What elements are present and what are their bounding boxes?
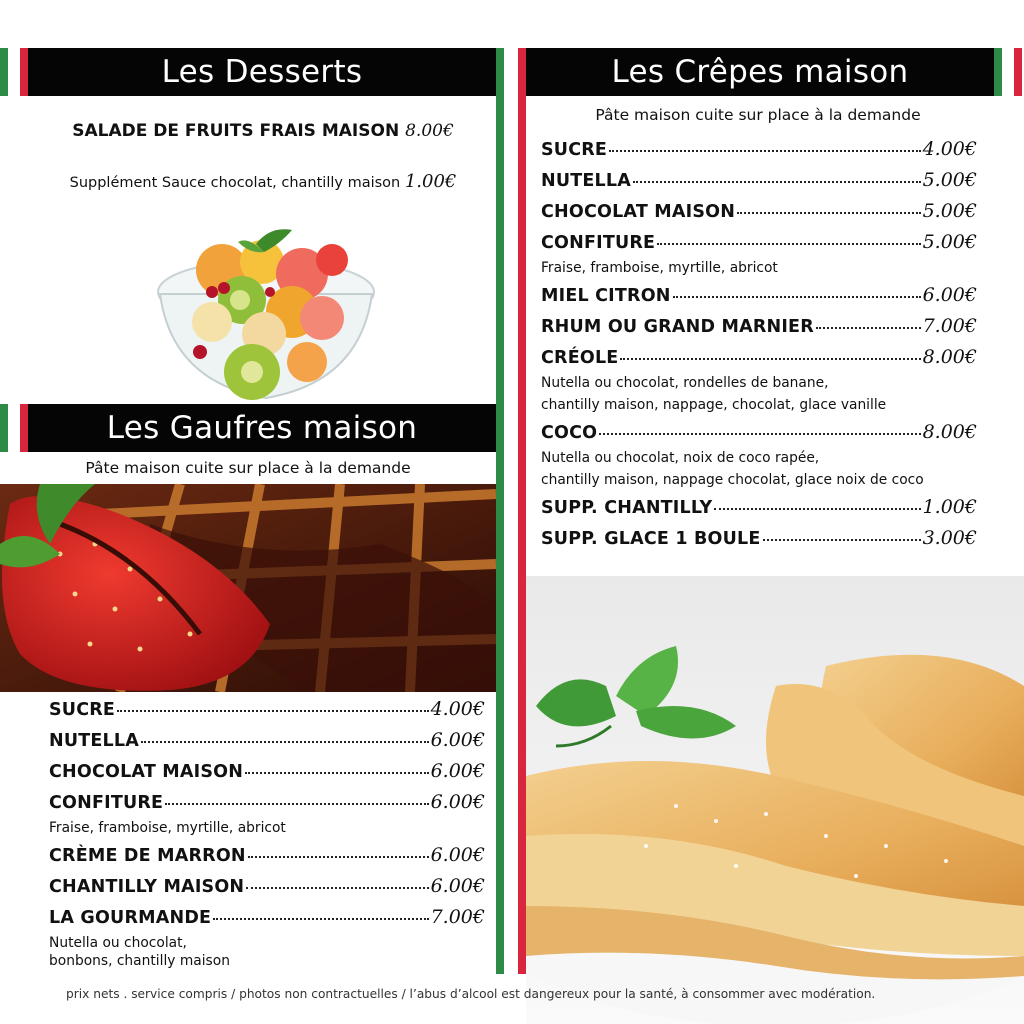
item-price: 3.00€ (922, 527, 977, 549)
flag-stripe-red (1014, 48, 1022, 96)
item-name: CHOCOLAT MAISON (49, 762, 244, 782)
leader-dots (213, 918, 428, 920)
dessert-name: SALADE DE FRUITS FRAIS MAISON (72, 121, 400, 141)
divider-green (496, 48, 504, 974)
supplement-price: 1.00€ (404, 171, 457, 192)
item-price: 7.00€ (430, 906, 485, 928)
leader-dots (609, 150, 921, 152)
item-name: RHUM OU GRAND MARNIER (541, 317, 814, 337)
list-item (541, 169, 977, 200)
leader-dots (714, 508, 920, 510)
list-item (541, 421, 977, 492)
dessert-supplement (30, 171, 496, 192)
list-item (541, 527, 977, 558)
gaufres-list (49, 698, 485, 977)
item-name: SUPP. CHANTILLY (541, 498, 713, 518)
gaufres-title: Les Gaufres maison (28, 404, 496, 452)
dessert-price: 8.00€ (405, 121, 454, 141)
leader-dots (141, 741, 429, 743)
item-name: SUPP. GLACE 1 BOULE (541, 529, 761, 549)
item-price: 1.00€ (922, 496, 977, 518)
item-price: 6.00€ (430, 791, 485, 813)
footer-note: prix nets . service compris / photos non contractuelles / l’abus d’alcool est dangereux pour la santé, à consommer avec modération. (66, 987, 876, 1001)
leader-dots (246, 887, 428, 889)
crepes-title: Les Crêpes maison (526, 48, 994, 96)
item-description: Fraise, framboise, myrtille, abricot (541, 260, 778, 276)
list-item (49, 760, 485, 791)
dessert-fruit-salad (30, 121, 496, 141)
list-item (541, 346, 977, 417)
gaufres-subtitle: Pâte maison cuite sur place à la demande (85, 459, 411, 477)
supplement-label: Supplément Sauce chocolat, chantilly maison (69, 175, 401, 191)
leader-dots (117, 710, 429, 712)
crepe-image (526, 576, 1024, 1024)
item-price: 4.00€ (922, 138, 977, 160)
list-item (49, 906, 485, 973)
crepes-list (541, 138, 977, 558)
item-name: CHOCOLAT MAISON (541, 202, 736, 222)
list-item (541, 315, 977, 346)
item-name: NUTELLA (49, 731, 139, 751)
item-price: 6.00€ (922, 284, 977, 306)
item-price: 5.00€ (922, 200, 977, 222)
item-price: 6.00€ (430, 875, 485, 897)
list-item (49, 729, 485, 760)
item-price: 4.00€ (430, 698, 485, 720)
item-price: 8.00€ (922, 346, 977, 368)
list-item (49, 875, 485, 906)
flag-stripe-green (994, 48, 1002, 96)
item-name: CONFITURE (541, 233, 656, 253)
list-item (49, 791, 485, 840)
item-description: Nutella ou chocolat, noix de coco rapée, (541, 450, 820, 466)
list-item (541, 496, 977, 527)
item-name: CHANTILLY MAISON (49, 877, 245, 897)
list-item (541, 138, 977, 169)
leader-dots (165, 803, 428, 805)
list-item (49, 698, 485, 729)
leader-dots (620, 358, 920, 360)
desserts-title: Les Desserts (28, 48, 496, 96)
item-price: 5.00€ (922, 231, 977, 253)
item-name: CRÉOLE (541, 348, 619, 368)
item-price: 5.00€ (922, 169, 977, 191)
item-name: COCO (541, 423, 598, 443)
flag-stripe-red (20, 404, 28, 452)
list-item (541, 284, 977, 315)
item-price: 6.00€ (430, 844, 485, 866)
item-description: Nutella ou chocolat, (49, 935, 187, 951)
item-name: SUCRE (541, 140, 608, 160)
item-price: 7.00€ (922, 315, 977, 337)
item-description: Fraise, framboise, myrtille, abricot (49, 820, 286, 836)
leader-dots (657, 243, 920, 245)
leader-dots (245, 772, 429, 774)
leader-dots (737, 212, 921, 214)
fruit-salad-image (152, 222, 380, 412)
item-description: chantilly maison, nappage chocolat, glace noix de coco (541, 472, 924, 488)
flag-stripe-green (0, 48, 8, 96)
item-name: CRÈME DE MARRON (49, 846, 246, 866)
waffle-image (0, 484, 496, 692)
item-name: CONFITURE (49, 793, 164, 813)
divider-red (518, 48, 526, 974)
leader-dots (673, 296, 921, 298)
list-item (49, 844, 485, 875)
item-description: bonbons, chantilly maison (49, 953, 230, 969)
item-description: chantilly maison, nappage, chocolat, glace vanille (541, 397, 887, 413)
item-price: 6.00€ (430, 729, 485, 751)
item-description: Nutella ou chocolat, rondelles de banane, (541, 375, 829, 391)
leader-dots (763, 539, 921, 541)
item-price: 8.00€ (922, 421, 977, 443)
item-name: SUCRE (49, 700, 116, 720)
list-item (541, 231, 977, 280)
list-item (541, 200, 977, 231)
item-name: NUTELLA (541, 171, 631, 191)
leader-dots (248, 856, 429, 858)
flag-stripe-red (20, 48, 28, 96)
leader-dots (816, 327, 921, 329)
item-name: LA GOURMANDE (49, 908, 212, 928)
leader-dots (599, 433, 920, 435)
leader-dots (633, 181, 921, 183)
flag-stripe-green (0, 404, 8, 452)
crepes-subtitle: Pâte maison cuite sur place à la demande (595, 106, 921, 124)
item-price: 6.00€ (430, 760, 485, 782)
item-name: MIEL CITRON (541, 286, 671, 306)
